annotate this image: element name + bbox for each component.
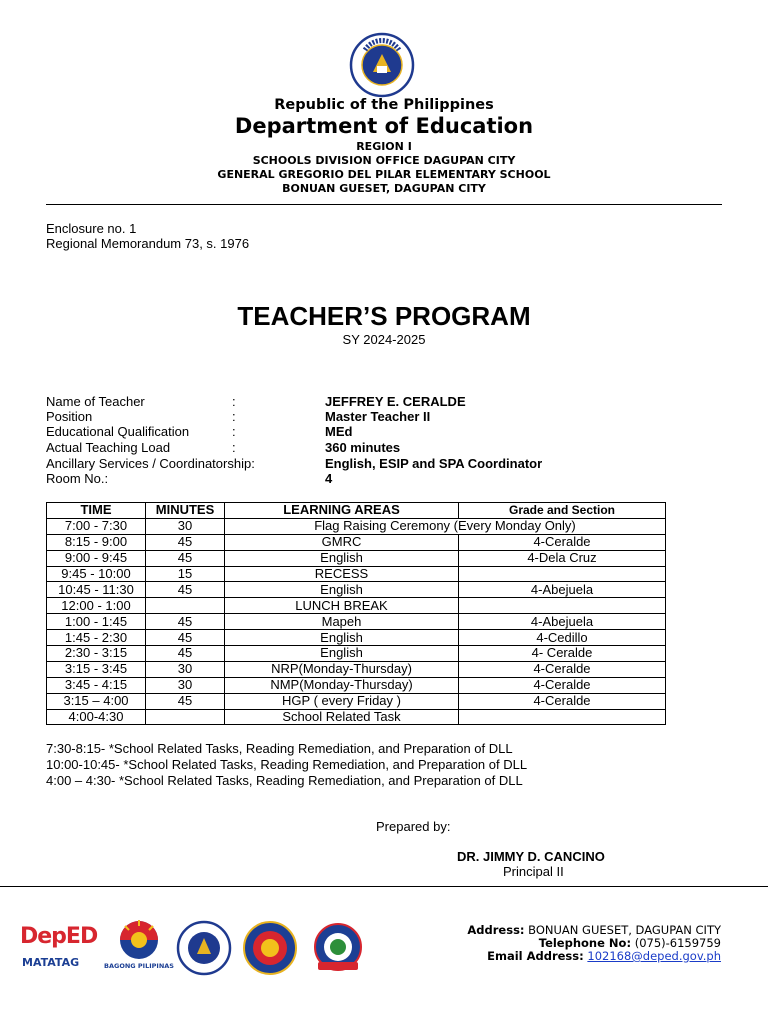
cell-minutes: 15 — [146, 566, 225, 582]
cell-grade-section: 4-Dela Cruz — [459, 550, 666, 566]
cell-time: 8:15 - 9:00 — [47, 534, 146, 550]
table-header-row — [47, 503, 666, 519]
school-year: SY 2024-2025 — [342, 332, 426, 347]
cell-minutes: 30 — [146, 518, 225, 534]
table-row — [47, 582, 666, 598]
cell-learning-area: School Related Task — [225, 709, 459, 725]
department-heading: Department of Education — [234, 114, 534, 138]
cell-learning-area: English — [225, 646, 459, 662]
table-row — [47, 709, 666, 725]
cell-time: 9:00 - 9:45 — [47, 550, 146, 566]
telephone-value: (075)-6159759 — [634, 936, 721, 950]
cell-grade-section — [459, 709, 666, 725]
header-grade-section: Grade and Section — [459, 503, 666, 519]
cell-grade-section: 4-Ceralde — [459, 677, 666, 693]
cell-grade-section: 4-Ceralde — [459, 693, 666, 709]
school-seal-logo — [308, 922, 368, 981]
cell-minutes: 30 — [146, 661, 225, 677]
cell-learning-area: English — [225, 582, 459, 598]
address-value: BONUAN GUESET, DAGUPAN CITY — [528, 923, 721, 937]
cell-learning-area: NRP(Monday-Thursday) — [225, 661, 459, 677]
email-link[interactable]: 102168@deped.gov.ph — [587, 949, 721, 963]
header-minutes: MINUTES — [146, 503, 225, 519]
note-line: 4:00 – 4:30- *School Related Tasks, Reading Remediation, and Preparation of DLL — [46, 773, 523, 788]
cell-time: 4:00-4:30 — [47, 709, 146, 725]
footer-email — [487, 949, 721, 963]
school-heading: GENERAL GREGORIO DEL PILAR ELEMENTARY SCHOOL — [217, 168, 551, 181]
info-colon: : — [232, 440, 236, 455]
table-row — [47, 693, 666, 709]
cell-minutes: 30 — [146, 677, 225, 693]
cell-minutes — [146, 709, 225, 725]
table-row — [47, 646, 666, 662]
info-row-qualification — [46, 424, 726, 439]
matatag-logo-text: MATATAG — [22, 956, 80, 969]
division-seal-icon — [242, 920, 298, 976]
table-row — [47, 598, 666, 614]
cell-minutes: 45 — [146, 614, 225, 630]
bagong-pilipinas-emblem-icon — [108, 918, 170, 962]
info-colon: : — [232, 409, 236, 424]
signatory-name: DR. JIMMY D. CANCINO — [457, 849, 605, 864]
bagong-pilipinas-text: BAGONG PILIPINAS — [104, 962, 174, 970]
cell-learning-area: HGP ( every Friday ) — [225, 693, 459, 709]
prepared-by-label: Prepared by: — [376, 819, 451, 834]
signatory-position: Principal II — [503, 864, 564, 879]
table-row — [47, 614, 666, 630]
note-line: 10:00-10:45- *School Related Tasks, Reading Remediation, and Preparation of DLL — [46, 757, 528, 772]
cell-learning-area: Mapeh — [225, 614, 459, 630]
footer-address — [467, 923, 721, 937]
cell-learning-area: Flag Raising Ceremony (Every Monday Only) — [225, 518, 666, 534]
cell-minutes — [146, 598, 225, 614]
info-value: JEFFREY E. CERALDE — [325, 394, 466, 409]
info-colon: : — [232, 424, 236, 439]
cell-time: 1:00 - 1:45 — [47, 614, 146, 630]
footer-divider — [0, 886, 768, 887]
cell-time: 3:45 - 4:15 — [47, 677, 146, 693]
cell-time: 9:45 - 10:00 — [47, 566, 146, 582]
info-row-position — [46, 409, 726, 424]
cell-learning-area: NMP(Monday-Thursday) — [225, 677, 459, 693]
info-value: English, ESIP and SPA Coordinator — [325, 456, 543, 471]
cell-learning-area: RECESS — [225, 566, 459, 582]
table-row — [47, 534, 666, 550]
info-row-teaching-load — [46, 440, 726, 455]
info-row-teacher — [46, 394, 726, 409]
info-value: 4 — [325, 471, 333, 486]
cell-grade-section: 4-Abejuela — [459, 582, 666, 598]
cell-time: 7:00 - 7:30 — [47, 518, 146, 534]
info-label: Position — [46, 409, 93, 424]
bagong-pilipinas-logo — [104, 918, 174, 974]
deped-matatag-logo — [20, 918, 98, 974]
info-label: Ancillary Services / Coordinatorship: — [46, 456, 255, 471]
info-label: Room No.: — [46, 471, 109, 486]
cell-time: 1:45 - 2:30 — [47, 630, 146, 646]
deped-seal-icon — [175, 920, 233, 976]
cell-learning-area: LUNCH BREAK — [225, 598, 459, 614]
email-label: Email Address: — [487, 949, 584, 963]
cell-time: 10:45 - 11:30 — [47, 582, 146, 598]
deped-logo-text: DepED — [20, 924, 98, 949]
header-learning-areas: LEARNING AREAS — [225, 503, 459, 519]
region-heading: REGION I — [356, 140, 412, 153]
cell-minutes: 45 — [146, 646, 225, 662]
telephone-label: Telephone No: — [538, 936, 632, 950]
cell-minutes: 45 — [146, 693, 225, 709]
cell-time: 2:30 - 3:15 — [47, 646, 146, 662]
info-label: Actual Teaching Load — [46, 440, 171, 455]
deped-seal-logo — [339, 32, 425, 98]
info-label: Name of Teacher — [46, 394, 145, 409]
info-row-ancillary — [46, 456, 726, 471]
schedule-table — [46, 502, 666, 725]
enclosure-line: Enclosure no. 1 — [46, 221, 137, 236]
note-line: 7:30-8:15- *School Related Tasks, Reading Remediation, and Preparation of DLL — [46, 741, 513, 756]
republic-heading: Republic of the Philippines — [274, 97, 494, 113]
table-row — [47, 661, 666, 677]
footer-telephone — [539, 936, 721, 950]
address-label: Address: — [467, 923, 525, 937]
cell-learning-area: English — [225, 550, 459, 566]
info-value: 360 minutes — [325, 440, 401, 455]
school-seal-icon — [308, 922, 368, 976]
cell-grade-section: 4-Cedillo — [459, 630, 666, 646]
cell-time: 3:15 – 4:00 — [47, 693, 146, 709]
cell-grade-section: 4-Ceralde — [459, 534, 666, 550]
table-row — [47, 566, 666, 582]
info-value: MEd — [325, 424, 353, 439]
cell-grade-section — [459, 566, 666, 582]
table-row — [47, 630, 666, 646]
cell-learning-area: GMRC — [225, 534, 459, 550]
table-row — [47, 677, 666, 693]
cell-time: 12:00 - 1:00 — [47, 598, 146, 614]
table-row — [47, 518, 666, 534]
info-colon: : — [232, 394, 236, 409]
cell-minutes: 45 — [146, 582, 225, 598]
table-row — [47, 550, 666, 566]
cell-minutes: 45 — [146, 534, 225, 550]
cell-minutes: 45 — [146, 630, 225, 646]
cell-grade-section: 4- Ceralde — [459, 646, 666, 662]
address-heading: BONUAN GUESET, DAGUPAN CITY — [282, 182, 486, 195]
info-row-room — [46, 471, 726, 486]
header-time: TIME — [47, 503, 146, 519]
info-value: Master Teacher II — [325, 409, 431, 424]
memorandum-line: Regional Memorandum 73, s. 1976 — [46, 236, 250, 251]
cell-grade-section: 4-Ceralde — [459, 661, 666, 677]
info-label: Educational Qualification — [46, 424, 190, 439]
cell-grade-section: 4-Abejuela — [459, 614, 666, 630]
cell-time: 3:15 - 3:45 — [47, 661, 146, 677]
document-title: TEACHER’S PROGRAM — [237, 301, 531, 331]
cell-minutes: 45 — [146, 550, 225, 566]
header-divider — [46, 204, 722, 205]
cell-learning-area: English — [225, 630, 459, 646]
division-heading: SCHOOLS DIVISION OFFICE DAGUPAN CITY — [252, 154, 516, 167]
division-seal-logo — [242, 920, 298, 981]
deped-seal-footer-logo — [175, 920, 233, 981]
cell-grade-section — [459, 598, 666, 614]
